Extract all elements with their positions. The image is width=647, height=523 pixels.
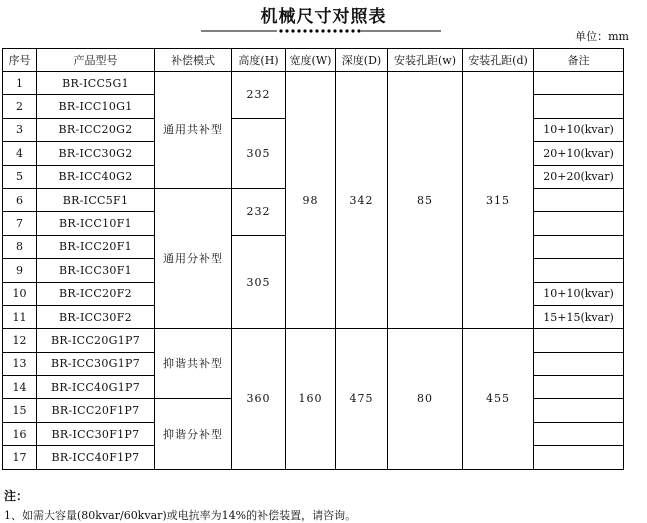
model-cell: BR-ICC20F1 <box>37 235 155 258</box>
depth-cell: 342 <box>336 72 388 329</box>
notes-heading: 注： <box>4 489 29 503</box>
seq-cell: 14 <box>3 376 37 399</box>
depth-cell: 475 <box>336 329 388 469</box>
height-cell: 232 <box>232 72 286 119</box>
seq-cell: 5 <box>3 165 37 188</box>
remark-cell <box>534 446 624 469</box>
model-cell: BR-ICC30G1P7 <box>37 352 155 375</box>
height-cell: 305 <box>232 118 286 188</box>
seq-cell: 4 <box>3 142 37 165</box>
seq-cell: 12 <box>3 329 37 352</box>
comp-mode-cell: 通用共补型 <box>155 72 232 189</box>
seq-cell: 9 <box>3 259 37 282</box>
comp-mode-cell: 抑谐分补型 <box>155 399 232 469</box>
header-height: 高度(H) <box>232 49 286 72</box>
remark-cell <box>534 399 624 422</box>
model-cell: BR-ICC30F2 <box>37 305 155 328</box>
model-cell: BR-ICC40G1P7 <box>37 376 155 399</box>
page-title: 机械尺寸对照表 <box>260 7 387 27</box>
seq-cell: 16 <box>3 422 37 445</box>
header-model: 产品型号 <box>37 49 155 72</box>
model-cell: BR-ICC40G2 <box>37 165 155 188</box>
seq-cell: 8 <box>3 235 37 258</box>
remark-cell <box>534 329 624 352</box>
remark-cell: 10+10(kvar) <box>534 118 624 141</box>
remark-cell <box>534 212 624 235</box>
remark-cell <box>534 72 624 95</box>
remark-cell: 20+10(kvar) <box>534 142 624 165</box>
seq-cell: 17 <box>3 446 37 469</box>
comp-mode-cell: 抑谐共补型 <box>155 329 232 399</box>
header-comp-mode: 补偿模式 <box>155 49 232 72</box>
width-cell: 160 <box>286 329 336 469</box>
seq-cell: 13 <box>3 352 37 375</box>
unit-label: 单位：mm <box>575 30 629 43</box>
header-width: 宽度(W) <box>286 49 336 72</box>
remark-cell <box>534 259 624 282</box>
remark-cell: 10+10(kvar) <box>534 282 624 305</box>
width-cell: 98 <box>286 72 336 329</box>
seq-cell: 6 <box>3 188 37 211</box>
header-mount-d: 安装孔距(d) <box>463 49 534 72</box>
seq-cell: 10 <box>3 282 37 305</box>
mount-w-cell: 80 <box>388 329 463 469</box>
model-cell: BR-ICC20F2 <box>37 282 155 305</box>
remark-cell <box>534 235 624 258</box>
table-row <box>3 72 624 95</box>
mount-d-cell: 455 <box>463 329 534 469</box>
seq-cell: 11 <box>3 305 37 328</box>
dimension-table <box>2 48 624 470</box>
remark-cell <box>534 422 624 445</box>
remark-cell <box>534 376 624 399</box>
mount-w-cell: 85 <box>388 72 463 329</box>
table-row <box>3 329 624 352</box>
model-cell: BR-ICC10G1 <box>37 95 155 118</box>
header-mount-w: 安装孔距(w) <box>388 49 463 72</box>
header-remark: 备注 <box>534 49 624 72</box>
comp-mode-cell: 通用分补型 <box>155 188 232 328</box>
remark-cell <box>534 188 624 211</box>
seq-cell: 1 <box>3 72 37 95</box>
height-cell: 305 <box>232 235 286 329</box>
mount-d-cell: 315 <box>463 72 534 329</box>
seq-cell: 7 <box>3 212 37 235</box>
height-cell: 360 <box>232 329 286 469</box>
seq-cell: 3 <box>3 118 37 141</box>
height-cell: 232 <box>232 188 286 235</box>
note-line-1: 1、如需大容量(80kvar/60kvar)或电抗率为14%的补偿装置，请咨询。 <box>4 509 357 522</box>
remark-cell: 20+20(kvar) <box>534 165 624 188</box>
model-cell: BR-ICC30F1P7 <box>37 422 155 445</box>
model-cell: BR-ICC20F1P7 <box>37 399 155 422</box>
seq-cell: 15 <box>3 399 37 422</box>
model-cell: BR-ICC20G2 <box>37 118 155 141</box>
model-cell: BR-ICC20G1P7 <box>37 329 155 352</box>
remark-cell <box>534 352 624 375</box>
header-depth: 深度(D) <box>336 49 388 72</box>
model-cell: BR-ICC30G2 <box>37 142 155 165</box>
model-cell: BR-ICC30F1 <box>37 259 155 282</box>
header-seq: 序号 <box>3 49 37 72</box>
table-header-row <box>3 49 624 72</box>
model-cell: BR-ICC5F1 <box>37 188 155 211</box>
model-cell: BR-ICC5G1 <box>37 72 155 95</box>
model-cell: BR-ICC40F1P7 <box>37 446 155 469</box>
seq-cell: 2 <box>3 95 37 118</box>
remark-cell <box>534 95 624 118</box>
remark-cell: 15+15(kvar) <box>534 305 624 328</box>
model-cell: BR-ICC10F1 <box>37 212 155 235</box>
title-dot-divider <box>201 27 441 35</box>
